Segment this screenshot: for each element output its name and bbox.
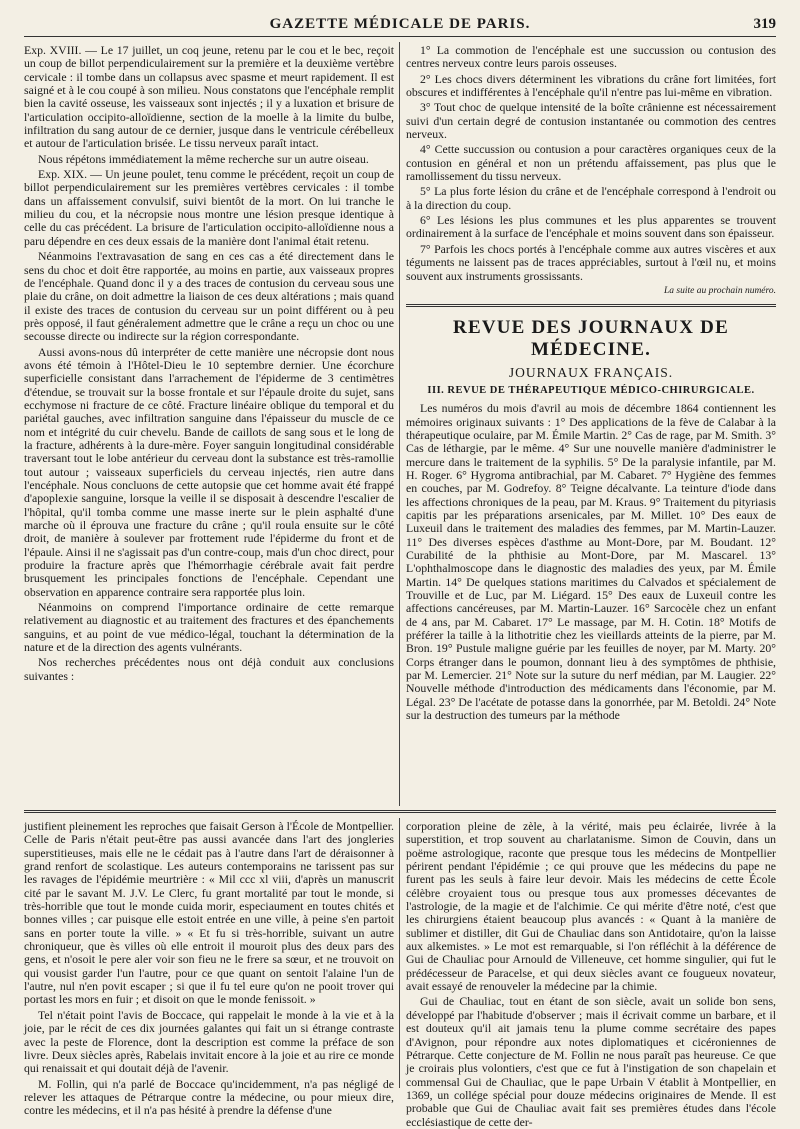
paragraph: M. Follin, qui n'a parlé de Boccace qu'incidemment, n'a pas négligé de relever les attaques de Pétrarque contre la médecine, ou pour mieux dire, contre les médecins, et il n'a pas hésité à prendre la défense d'une: [24, 1076, 394, 1118]
conclusion-item: 3° Tout choc de quelque intensité de la boîte crânienne est nécessairement suivi d'un certain degré de contusion instantanée ou commotion des centres nerveux.: [406, 100, 776, 142]
conclusion-item: 6° Les lésions les plus communes et les plus apparentes se trouvent ordinairement à la surface de l'encéphale et moins souvent dans son épaisseur.: [406, 213, 776, 241]
review-rule: [406, 304, 776, 307]
paragraph: Néanmoins l'extravasation de sang en ces cas a été directement dans le sens du choc et doit être rapportée, au moins en partie, aux vaisseaux propres de l'encéphale. Quand donc il y a des traces de contusion du cerveau sous une plaie du crâne, on doit admettre la liaison de ces deux altérations ; mais quand il existe des traces de contusion du cerveau sur un point différent ou à peu près opposé, il faut généralement admettre que le crâne a reçu un choc ou une secousse directe ou indirecte sur la région correspondante.: [24, 249, 394, 344]
review-subtitle: JOURNAUX FRANÇAIS.: [508, 365, 674, 381]
conclusion-item: 2° Les chocs divers déterminent les vibrations du crâne fort limitées, fort obscures et indifférentes à l'encéphale qu'il n'entre pas lui-même en vibration.: [406, 71, 776, 100]
paragraph: Gui de Chauliac, tout en étant de son siècle, avait un solide bon sens, développé par l'habitude d'observer ; mais il écrivait comme un barbare, et il est douteux qu'il ait jamais tenu la plume comme secrétaire des papes d'Avignon, pour répondre aux notes diplomatiques et cicéroniennes de Pétrarque. Cette conjecture de M. Follin ne nous paraît pas heureuse. Ce que je croirais plus volontiers, c'est que ce fut à l'instigation de son chapelain et commensal Gui de Chauliac, que le pape Urbain V établit à Montpellier, en 1369, un collége spécial pour douze médecins originaires de Mende. Il est probable que Gui de Chauliac avait fait ses premières études dans l'école ecclésiastique de cette der-: [406, 994, 776, 1129]
paragraph: Néanmoins on comprend l'importance ordinaire de cette remarque relativement au diagnostic et au traitement des fractures et des épanchements sanguins, et au point de vue médico-légal, touchant la détermination de la nature et de la direction des agents vulnérants.: [24, 600, 394, 655]
review-section: [406, 304, 776, 722]
page-number: 319: [753, 16, 776, 32]
section-divider: [24, 810, 776, 813]
review-section-heading: III. REVUE DE THÉRAPEUTIQUE MÉDICO-CHIRURGICALE.: [427, 385, 755, 397]
paragraph: Exp. XVIII. — Le 17 juillet, un coq jeune, retenu par le cou et le bec, reçoit un coup de billot perpendiculairement sur la première et la deuxième vertèbre cervicale : il tombe dans un collapsus avec spasme et meurt rapidement. Il est saigné et à le cou coupé à son milieu. Nous constatons que l'encéphale remplit bien la cavité osseuse, les vaisseaux sont injectés ; il y a luxation et brisure de l'articulation occipito-alloïdienne, section de la moelle à la limite du bulbe, infiltration du sang autour de ce dernier, jusque dans le ventricule cérébelleux et autour de l'articulation brisée. Le tissu nerveux paraît intact.: [24, 43, 394, 151]
paragraph: Nous répétons immédiatement la même recherche sur un autre oiseau.: [38, 151, 369, 166]
paragraph: justifient pleinement les reproches que faisait Gerson à l'École de Montpellier. Celle de Paris n'était peut-être pas aussi avancée dans l'art des jongleries superstitieuses, mais elle ne le cédait pas à l'autre dans l'art de déraisonner à grand renfort de scolastique. Les auteurs contemporains ne tarissent pas sur les ravages de l'épidémie meurtrière : « Mil ccc xl viii, d'après un manuscrit cité par le savant M. J.V. Le Clerc, fu grant mortalité par tout le monde, si très-horrible que tout le monde cuida morir, especiaument en toutes chités et bonnes villes ; car puisque elle estoit entrée en une ville, à peine s'en partoit sans en porter toute la ville. » « Et fu si très-horrible, suivant un autre chroniqueur, que ès villes où elle entroit il mouroit plus des deux pars des gens, et n'osoit le pere aler voir son fieu ne le frere sa sœur, et ne trouvoit on qui vousist garder l'un l'autre, pour ce que quant on sentoit l'alaine l'un de l'autre, nul n'en povit escaper ; si que il fu tel eure qu'on ne pooit trover qui portast les mors en fuir ; et disoit on que le monde fenissoit. »: [24, 819, 394, 1007]
page-header: [24, 14, 776, 37]
review-title: REVUE DES JOURNAUX DE MÉDECINE.: [453, 317, 729, 361]
column-top-left: [24, 44, 394, 806]
conclusion-item: 7° Parfois les chocs portés à l'encéphale comme aux autres viscères et aux téguments ne laissent pas de traces appréciables, surtout à l'œil nu, et moins souvent aux instruments grossissants.: [406, 241, 776, 283]
review-text: Les numéros du mois d'avril au mois de décembre 1864 contiennent les mémoires originaux suivants : 1° Des applications de la fève de Calabar à la thérapeutique oculaire, par M. Émile Martin. 2° Cas de rage, par M. Smith. 3° Cas de léthargie, par le même. 4° Sur une nouvelle manière d'administrer le mercure dans le traitement de la syphilis. 5° De la paralysie infantile, par M. H. Roger. 6° Hygroma antibrachial, par M. Cabaret. 7° Hygiène des femmes en couches, par M. Godrefoy. 8° Teigne décalvante. La teinture d'iode dans les affections chroniques de la peau, par M. Kraus. 9° Traitement du pityriasis capitis par les préparations arsenicales, par M. Millet. 10° Des eaux de Luxeuil dans le traitement des maladies des femmes, par M. Martin-Lauzer. 11° Des diverses espèces d'asthme au Mont-Dore, par M. Boudant. 12° Curabilité de la phthisie au Mont-Dore, par M. Mascarel. 13° L'ophthalmoscope dans le diagnostic des maladies des yeux, par M. Émile Martin. 14° De quelques stations maritimes du Calvados et spécialement de Trouville et de Luc, par M. Liégard. 15° Des eaux de Luxeuil contre les affections cancéreuses, par M. Martin-Lauzer. 16° Sarcocèle chez un enfant de 4 ans, par M. Cabaret. 17° Le massage, par M. H. Cotin. 18° Motifs de préférer la taille à la lithotritie chez les vieillards atteints de la pierre, par M. Bron. 19° Pustule maligne guérie par les feuilles de noyer, par M. Marty. 20° Corps étranger dans le poumon, donnant lieu à des symptômes de phthisie, par M. Lemercier. 21° Note sur la suture du nerf médian, par M. Laugier. 22° Nouvelle méthode d'introduction des médicaments dans l'économie, par M. Légal. 23° De l'acétate de potasse dans la gonorrhée, par M. Betoldi. 24° Note sur la destruction des tumeurs par la méthode: [406, 401, 776, 723]
continued-note: La suite au prochain numéro.: [664, 285, 776, 296]
conclusion-item: 5° La plus forte lésion du crâne et de l'encéphale correspond à l'endroit ou à la direction du coup.: [406, 184, 776, 212]
column-bottom-right: [406, 819, 776, 1129]
paragraph: Exp. XIX. — Un jeune poulet, tenu comme le précédent, reçoit un coup de billot perpendiculairement sur les premières vertèbres cervicales : il tombe dans un affaissement convulsif, suivi bientôt de la mort. On lui tranche le milieu du cou, et la nécropsie nous montre une lésion presque identique à celle du cas précédent. La brisure de l'articulation occipito-alloïdienne nous a paru dépendre en ces deux essais de la manière dont l'animal était retenu.: [24, 167, 394, 248]
paragraph: Tel n'était point l'avis de Boccace, qui rappelait le monde à la vie et à la joie, par le récit de ces dix journées galantes qui fait un si étrange contraste avec la peste de Florence, dont la description est comme la préface de son livre. Deux siècles après, Rabelais invitait encore à la joie et au rire ce monde qui renaissait et qui doutait déjà de l'avenir.: [24, 1007, 394, 1076]
conclusion-item: 1° La commotion de l'encéphale est une succussion ou contusion des centres nerveux contre leurs parois osseuses.: [406, 43, 776, 71]
paragraph: corporation pleine de zèle, à la vérité, mais peu éclairée, livrée à la superstition, et trop souvent au charlatanisme. Simon de Couvin, dans un poëme astrologique, raconte que presque tous les médecins de Montpellier périrent pendant l'épidémie ; ce qui prouve que les médecins du pape ne furent pas les seuls à faire leur devoir. Mais les médecins de cette École célèbre croyaient tous ou presque tous aux promesses décevantes de l'astrologie, de la magie et de l'alchimie. Ce qui mérite d'être noté, c'est que les chirurgiens étaient beaucoup plus avancés : « Quant à la manière de sublimer et distiller, dit Gui de Chauliac dans son Antidotaire, qu'on la laisse aux alkemistes. » Le mot est remarquable, si l'on réfléchit à la déférence de Gui de Chauliac pour Arnould de Villeneuve, cet homme singulier, qui fut le prédécesseur de Paracelse, et qui deux siècles avant ce fougueux novateur, avait essayé de renouveler la médecine par la chimie.: [406, 819, 776, 994]
journal-title: GAZETTE MÉDICALE DE PARIS.: [269, 16, 531, 32]
column-top-right: [406, 44, 776, 806]
column-bottom-left: [24, 819, 394, 1118]
conclusion-item: 4° Cette succussion ou contusion a pour caractères organiques ceux de la contusion en général et non un prétendu affaissement, pas plus que le ramollissement du tissu nerveux.: [406, 142, 776, 184]
paragraph: Aussi avons-nous dû interpréter de cette manière une nécropsie dont nous avons été témoin à l'Hôtel-Dieu le 10 septembre dernier. Une écorchure superficielle consistant dans l'arrachement de l'épiderme de 3 centimètres d'étendue, se trouvait sur la bosse frontale et sur l'épaule droite du sujet, sans ecchymose ni fracture de ce côté. Fracture linéaire oblique du temporal et du pariétal gauches, avec infiltration sanguine dans l'épaisseur du muscle de ce nom et intégrité du cuir chevelu. Bande de caillots de sang sous et le long de la fracture, adhérents à la dure-mère. Foyer sanguin longitudinal considérable traversant tout le lobe antérieur du cerveau dont la substance est très-ramollie tout autour ; vaisseaux superficiels du cerveau injectés, rien autre dans l'encéphale. Nous concluons de cette autopsie que cet homme avait été frappé d'apoplexie sanguine, lorsque la veille il se disposait à descendre l'escalier de l'hôpital, qu'il tomba comme une masse inerte sur le plein asphalté d'une marche où il éprouva une fracture du crâne ; qu'il roula ensuite sur le côté droit, de manière à soulever par frottement rude l'épiderme du front et de l'épaule. Ainsi il ne s'agissait pas d'un contre-coup, mais d'un choc direct, pour produire la fracture après que l'hémorrhagie cérébrale avait fait perdre brusquement les principales fonctions de l'encéphale. Cependant une observation en apparence contraire sera rapportée plus loin.: [24, 344, 394, 599]
column-divider-top: [399, 42, 400, 806]
column-divider-bottom: [399, 818, 400, 1088]
paragraph: Nos recherches précédentes nous ont déjà conduit aux conclusions suivantes :: [24, 655, 394, 683]
